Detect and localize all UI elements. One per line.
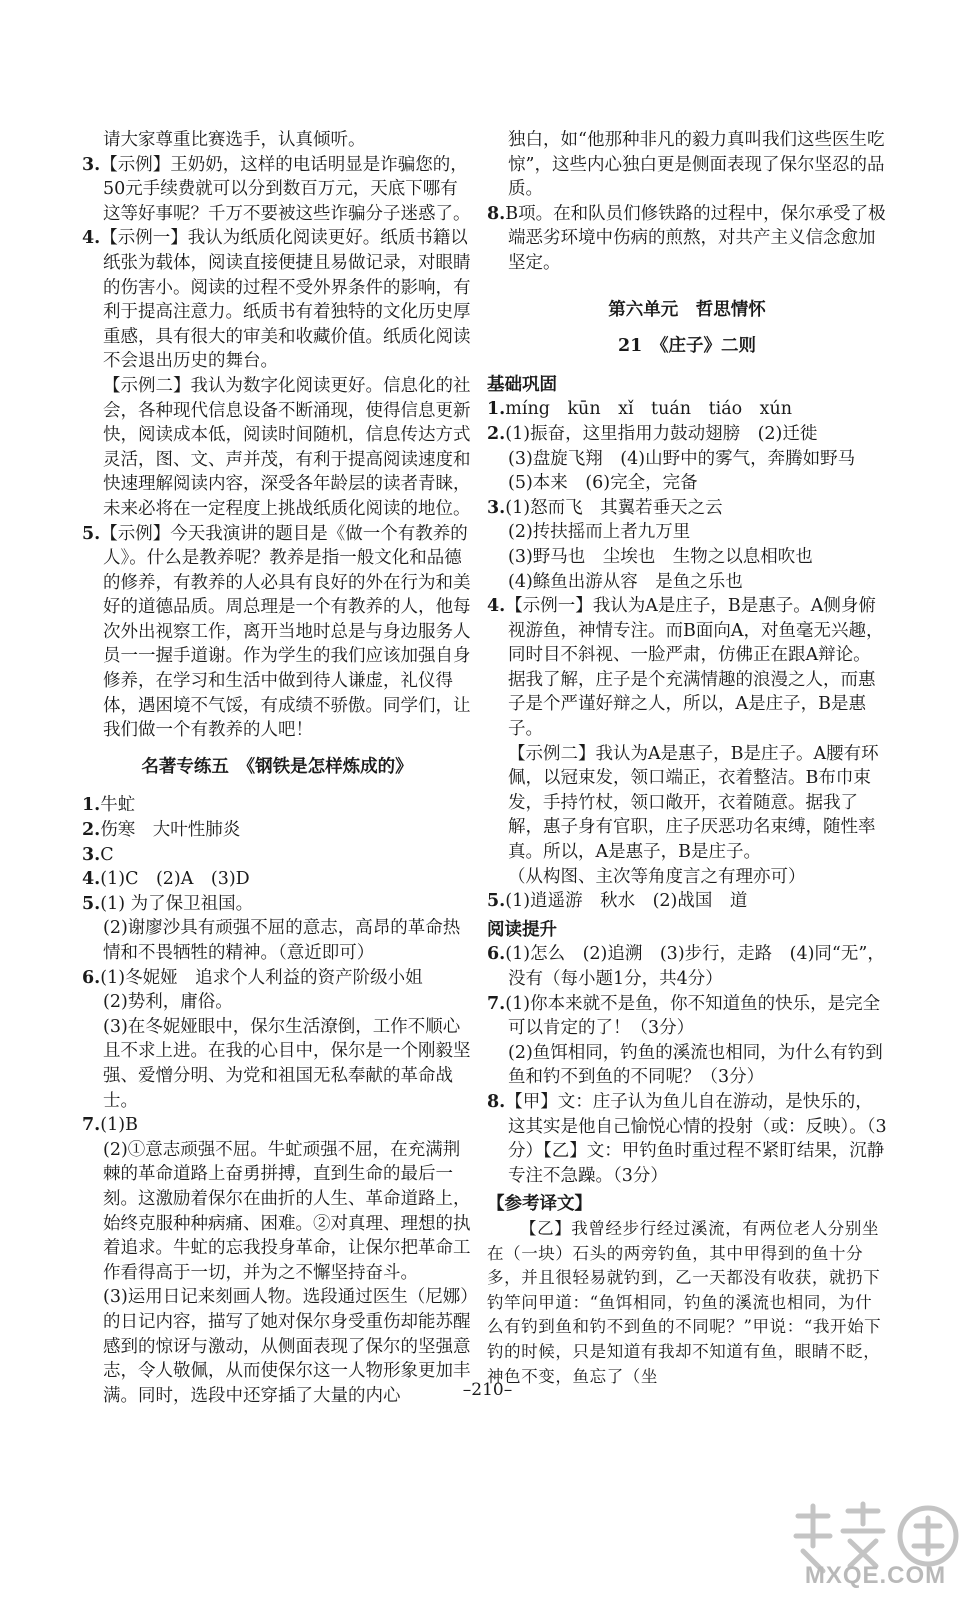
answer-text: 独白，如“他那种非凡的毅力真叫我们这些医生吃惊”，这些内心独白更是侧面表现了保尔坚忍的品质。 [508, 130, 885, 200]
answer-text: 【甲】文：庄子认为鱼儿自在游动，是快乐的，这其实是他自己愉悦心情的投射（或：反映）。（3分）【乙】文：甲钓鱼时重过程不紧盯结果，沉静专注不急躁。（3分） [505, 1091, 887, 1186]
answer-text: 【示例】王奶奶，这样的电话明显是诈骗您的，50元手续费就可以分到数百万元，天底下哪有这等好事呢？千万不要被这些诈骗分子迷惑了。 [100, 154, 471, 224]
answer-text: (1)C (2)A (3)D [100, 869, 250, 890]
answer-line [487, 202, 887, 276]
question-number: 3. [82, 844, 101, 865]
basic-section-label: 基础巩固 [487, 374, 557, 395]
answer-line [82, 843, 472, 868]
answer-text: 请大家尊重比赛选手，认真倾听。 [103, 130, 366, 150]
answer-line [82, 128, 472, 153]
question-number: 4. [82, 869, 101, 890]
answer-text: (2)①意志顽强不屈。牛虻顽强不屈，在充满荆棘的革命道路上奋勇拼搏，直到生命的最后一刻。这激励着保尔在曲折的人生、革命道路上，始终克服种种病痛、困难。②对真理、理想的执着追求。牛虻的忘我投身革命，让保尔把革命工作看得高于一切，并为之不懈坚持奋斗。 [103, 1139, 471, 1283]
answer-text: 【示例一】我认为A是庄子，B是惠子。A侧身俯视游鱼，神情专注。而B面向A，对鱼毫无兴趣，同时目不斜视、一脸严肃，仿佛正在跟A辩论。据我了解，庄子是个充满情趣的浪漫之人，而惠子是个严谨好辩之人，所以，A是庄子，B是惠子。 [505, 596, 884, 740]
right-column [487, 128, 887, 1389]
answer-line [82, 522, 472, 743]
reading-answers [487, 942, 887, 1188]
answer-line [82, 1015, 472, 1113]
answer-line [487, 520, 887, 545]
answer-line [487, 1041, 887, 1090]
question-number: 3. [487, 497, 506, 518]
answer-line [487, 1090, 887, 1188]
answer-line [82, 1113, 472, 1138]
question-number: 6. [82, 967, 101, 988]
answer-text: (1)怎么 (2)追溯 (3)步行，走路 (4)同“无”，没有（每小题1分，共4分） [505, 944, 885, 989]
answer-text: (1)B [100, 1115, 138, 1136]
answer-line [487, 992, 887, 1041]
left-answer-block-2 [82, 793, 472, 1408]
question-number: 2. [82, 820, 101, 841]
answer-line [82, 892, 472, 917]
answer-line [487, 422, 887, 447]
answer-line [487, 471, 887, 496]
answer-text: (1)振奋，这里指用力鼓动翅膀 (2)迁徙 [505, 423, 818, 444]
reference-translation-label: 【参考译文】 [487, 1194, 592, 1215]
answer-line [82, 1138, 472, 1286]
basic-answers [487, 397, 887, 913]
question-number: 5. [487, 891, 506, 912]
answer-line [82, 916, 472, 965]
answer-line [487, 742, 887, 865]
watermark-site: MXQE.COM [804, 1562, 947, 1589]
answer-text: 【示例二】我认为A是惠子，B是庄子。A腰有环佩，以冠束发，领口端正，衣着整洁。B布巾束发，手持竹杖，领口敞开，衣着随意。据我了解，惠子身有官职，庄子厌恶功名束缚，随性率真。所以，A是惠子，B是庄子。 [508, 743, 879, 863]
answer-text: (5)本来 (6)完全，完备 [508, 473, 698, 494]
answer-line [82, 818, 472, 843]
answer-text: (2)鱼饵相同，钓鱼的溪流也相同，为什么有钓到鱼和钓不到鱼的不同呢？（3分） [508, 1042, 883, 1088]
answer-text: B项。在和队员们修铁路的过程中，保尔承受了极端恶劣环境中伤病的煎熬，对共产主义信念愈加坚定。 [505, 203, 886, 273]
question-number: 7. [82, 1115, 101, 1136]
question-number: 1. [82, 795, 101, 816]
left-answer-block [82, 128, 472, 743]
answer-text: (1)逍遥游 秋水 (2)战国 道 [505, 891, 748, 912]
answer-line [82, 374, 472, 522]
answer-line [82, 793, 472, 818]
reading-section-label: 阅读提升 [487, 919, 557, 940]
answer-text: 牛虻 [100, 795, 136, 816]
page-number: –210– [462, 1380, 513, 1400]
answer-line [82, 966, 472, 991]
question-number: 3. [82, 154, 101, 175]
answer-text: (1)冬妮娅 追求个人利益的资产阶级小姐 [100, 967, 423, 988]
answer-text: (3)在冬妮娅眼中，保尔生活潦倒，工作不顺心且不求上进。在我的心目中，保尔是一个刚毅坚强、爱憎分明、为党和祖国无私奉献的革命战士。 [103, 1016, 471, 1111]
answer-line [487, 128, 887, 202]
answer-text: 【示例一】我认为纸质化阅读更好。纸质书籍以纸张为载体，阅读直接便捷且易做记录，对眼睛的伤害小。阅读的过程不受外界条件的影响，有利于提高注意力。纸质书有着独特的文化历史厚重感，具有很大的审美和收藏价值。纸质化阅读不会退出历史的舞台。 [100, 228, 471, 372]
question-number: 7. [487, 993, 506, 1014]
question-number: 4. [82, 228, 101, 249]
answer-text: (2)抟扶摇而上者九万里 [508, 522, 691, 543]
answer-line [487, 447, 887, 472]
answer-text: (3)野马也 尘埃也 生物之以息相吹也 [508, 546, 813, 567]
section-title: 名著专练五 《钢铁是怎样炼成的》 [141, 756, 413, 777]
question-number: 2. [487, 423, 506, 444]
answer-text: （从构图、主次等角度言之有理亦可） [508, 866, 806, 887]
answer-line [487, 397, 887, 422]
unit-title: 第六单元 哲思情怀 [608, 299, 766, 320]
lesson-title: 21 《庄子》二则 [617, 336, 757, 357]
answer-text: 【示例】今天我演讲的题目是《做一个有教养的人》。什么是教养呢？教养是指一般文化和品德的修养，有教养的人必具有良好的外在行为和美好的道德品质。周总理是一个有教养的人，他每次外出视察工作，离开当地时总是与身边服务人员一一握手道谢。作为学生的我们应该加强自身修养，在学习和生活中做到待人谦虚，礼仪得体，遇困境不气馁，有成绩不骄傲。同学们，让我们做一个有教养的人吧！ [100, 523, 471, 741]
question-number: 5. [82, 893, 101, 914]
answer-text: (1)你本来就不是鱼，你不知道鱼的快乐，是完全可以肯定的了！（3分） [505, 993, 881, 1039]
answer-text: (2)谢廖沙具有顽强不屈的意志，高昂的革命热情和不畏牺牲的精神。（意近即可） [103, 918, 461, 963]
answer-text: 【示例二】我认为数字化阅读更好。信息化的社会，各种现代信息设备不断涌现，使得信息更新快，阅读成本低，阅读时间随机，信息传达方式灵活，图、文、声并茂，有利于提高阅读速度和快速理解阅读内容，深受各年龄层的读者青睐，未来必将在一定程度上挑战纸质化阅读的地位。 [103, 375, 471, 519]
answer-text: C [100, 844, 114, 865]
answer-line [487, 545, 887, 570]
answer-line [487, 570, 887, 595]
question-number: 1. [487, 399, 506, 420]
question-number: 8. [487, 1091, 506, 1112]
answer-text: 伤寒 大叶性肺炎 [100, 820, 241, 841]
answer-line [487, 594, 887, 742]
translation-text: 【乙】我曾经步行经过溪流，有两位老人分别坐在（一块）石头的两旁钓鱼，其中甲得到的鱼十分多，并且很轻易就钓到，乙一天都没有收获，就扔下钓竿问甲道：“鱼饵相同，钓鱼的溪流也相同，为什么有钓到鱼和钓不到鱼的不同呢？”甲说：“我开始下钓的时候，只是知道有我却不知道有鱼，眼睛不眨，神色不变，鱼忘了（坐 [487, 1218, 882, 1386]
question-number: 6. [487, 944, 506, 965]
answer-text: (3)运用日记来刻画人物。选段通过医生（尼娜）的日记内容，描写了她对保尔身受重伤却能苏醒感到的惊讶与激动，从侧面表现了保尔的坚强意志，令人敬佩，从而使保尔这一人物形象更加丰满。同时，选段中还穿插了大量的内心 [103, 1287, 471, 1406]
answer-line [487, 865, 887, 890]
answer-line [82, 153, 472, 227]
answer-line [82, 990, 472, 1015]
answer-text: (4)鲦鱼出游从容 是鱼之乐也 [508, 571, 743, 592]
left-column [82, 128, 472, 1408]
question-number: 8. [487, 203, 506, 224]
answer-text: (1) 为了保卫祖国。 [100, 893, 254, 914]
answer-text: (3)盘旋飞翔 (4)山野中的雾气，奔腾如野马 [508, 448, 856, 469]
answer-line [82, 867, 472, 892]
answer-text: míng kūn xǐ tuán tiáo xún [505, 399, 793, 420]
answer-text: (1)怒而飞 其翼若垂天之云 [505, 497, 723, 518]
question-number: 4. [487, 596, 506, 617]
reference-translation [487, 1217, 887, 1389]
answer-line [487, 889, 887, 914]
right-answer-block [487, 128, 887, 276]
answer-line [82, 226, 472, 374]
answer-line [487, 942, 887, 991]
question-number: 5. [82, 523, 101, 544]
answer-text: (2)势利，庸俗。 [103, 992, 233, 1013]
answer-line [487, 496, 887, 521]
